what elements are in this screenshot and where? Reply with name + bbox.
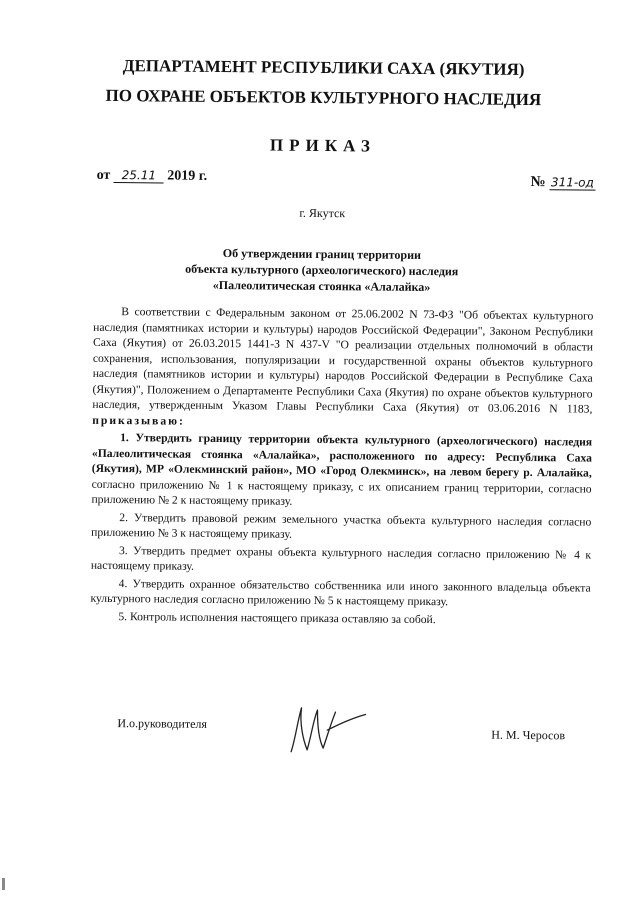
date-line <box>97 168 208 185</box>
date-handwritten: 25.11 <box>114 168 164 183</box>
subject-line3: «Палеолитическая стоянка «Алалайка» <box>212 277 431 295</box>
order-word: приказываю: <box>92 413 185 428</box>
handwritten-signature <box>283 700 374 761</box>
number-handwritten: 311-од <box>550 175 594 190</box>
subject-line1: Об утверждении границ территории <box>222 246 422 262</box>
number-line <box>530 174 595 192</box>
item-1 <box>91 430 592 512</box>
item-1-rest: согласно приложению № 1 к настоящему приказу, с их описанием границ территории, согласно приложению № 2 к настоящему приказу. <box>91 477 592 508</box>
department-name-line2: ПО ОХРАНЕ ОБЪЕКТОВ КУЛЬТУРНОГО НАСЛЕДИЯ <box>105 85 542 110</box>
number-prefix: № <box>530 174 546 191</box>
date-suffix: 2019 г. <box>167 168 208 184</box>
signatory-name: Н. М. Черосов <box>491 727 566 743</box>
department-name-line1: ДЕПАРТАМЕНТ РЕСПУБЛИКИ САХА (ЯКУТИЯ) <box>122 56 525 79</box>
scan-edge-mark <box>2 878 5 890</box>
item-5: 5. Контроль исполнения настоящего приказа оставляю за собой. <box>118 609 436 626</box>
item-2: 2. Утвердить правовой режим земельного участка объекта культурного наследия согласно приложению № 3 к настоящему приказу. <box>91 510 592 541</box>
subject-line2: объекта культурного (археологического) наследия <box>185 261 459 279</box>
preamble-paragraph <box>92 304 593 433</box>
item-3: 3. Утвердить предмет охраны объекта культурного наследия согласно приложению № 4 к настоящему приказу. <box>90 543 592 573</box>
city: г. Якутск <box>299 205 346 221</box>
preamble-text: В соответствии с Федеральным законом от 25.06.2002 N 73-ФЗ "Об объектах культурного наследия (памятниках истории и культуры) народов Российской Федерации", Законом Республики Саха (Якутия) от 26.03.2015 1441-З N 437-V "О реализации отдельных полномочий в области сохранения, использования, популяризации и государственной охраны объектов культурного наследия (памятников истории и культуры) народов Российской Федерации в Республике Саха (Якутия)", Положением о Департаменте Республики Саха (Якутия) по охране объектов культурного наследия, утвержденным Указом Главы Республики Саха (Якутия) от 03.06.2016 N 1183, <box>92 305 594 416</box>
item-1-bold: 1. Утвердить границу территории объекта культурного (археологического) наследия «Палеолитическая стоянка «Алалайка», расположенного по адресу: Республика Саха (Якутия), МР «Олекминский район», МО «Город Олекминск», на левом берегу р. Алалайка, <box>91 431 593 480</box>
date-prefix: от <box>96 167 111 183</box>
document-title: ПРИКАЗ <box>269 135 376 156</box>
document-body <box>90 304 593 629</box>
subject-heading <box>152 244 492 295</box>
signatory-role: И.о.руководителя <box>117 716 208 731</box>
item-4: 4. Утвердить охранное обязательство собственника или иного законного владельца объекта культурного наследия согласно приложению № 5 к настоящему приказу. <box>90 576 591 609</box>
